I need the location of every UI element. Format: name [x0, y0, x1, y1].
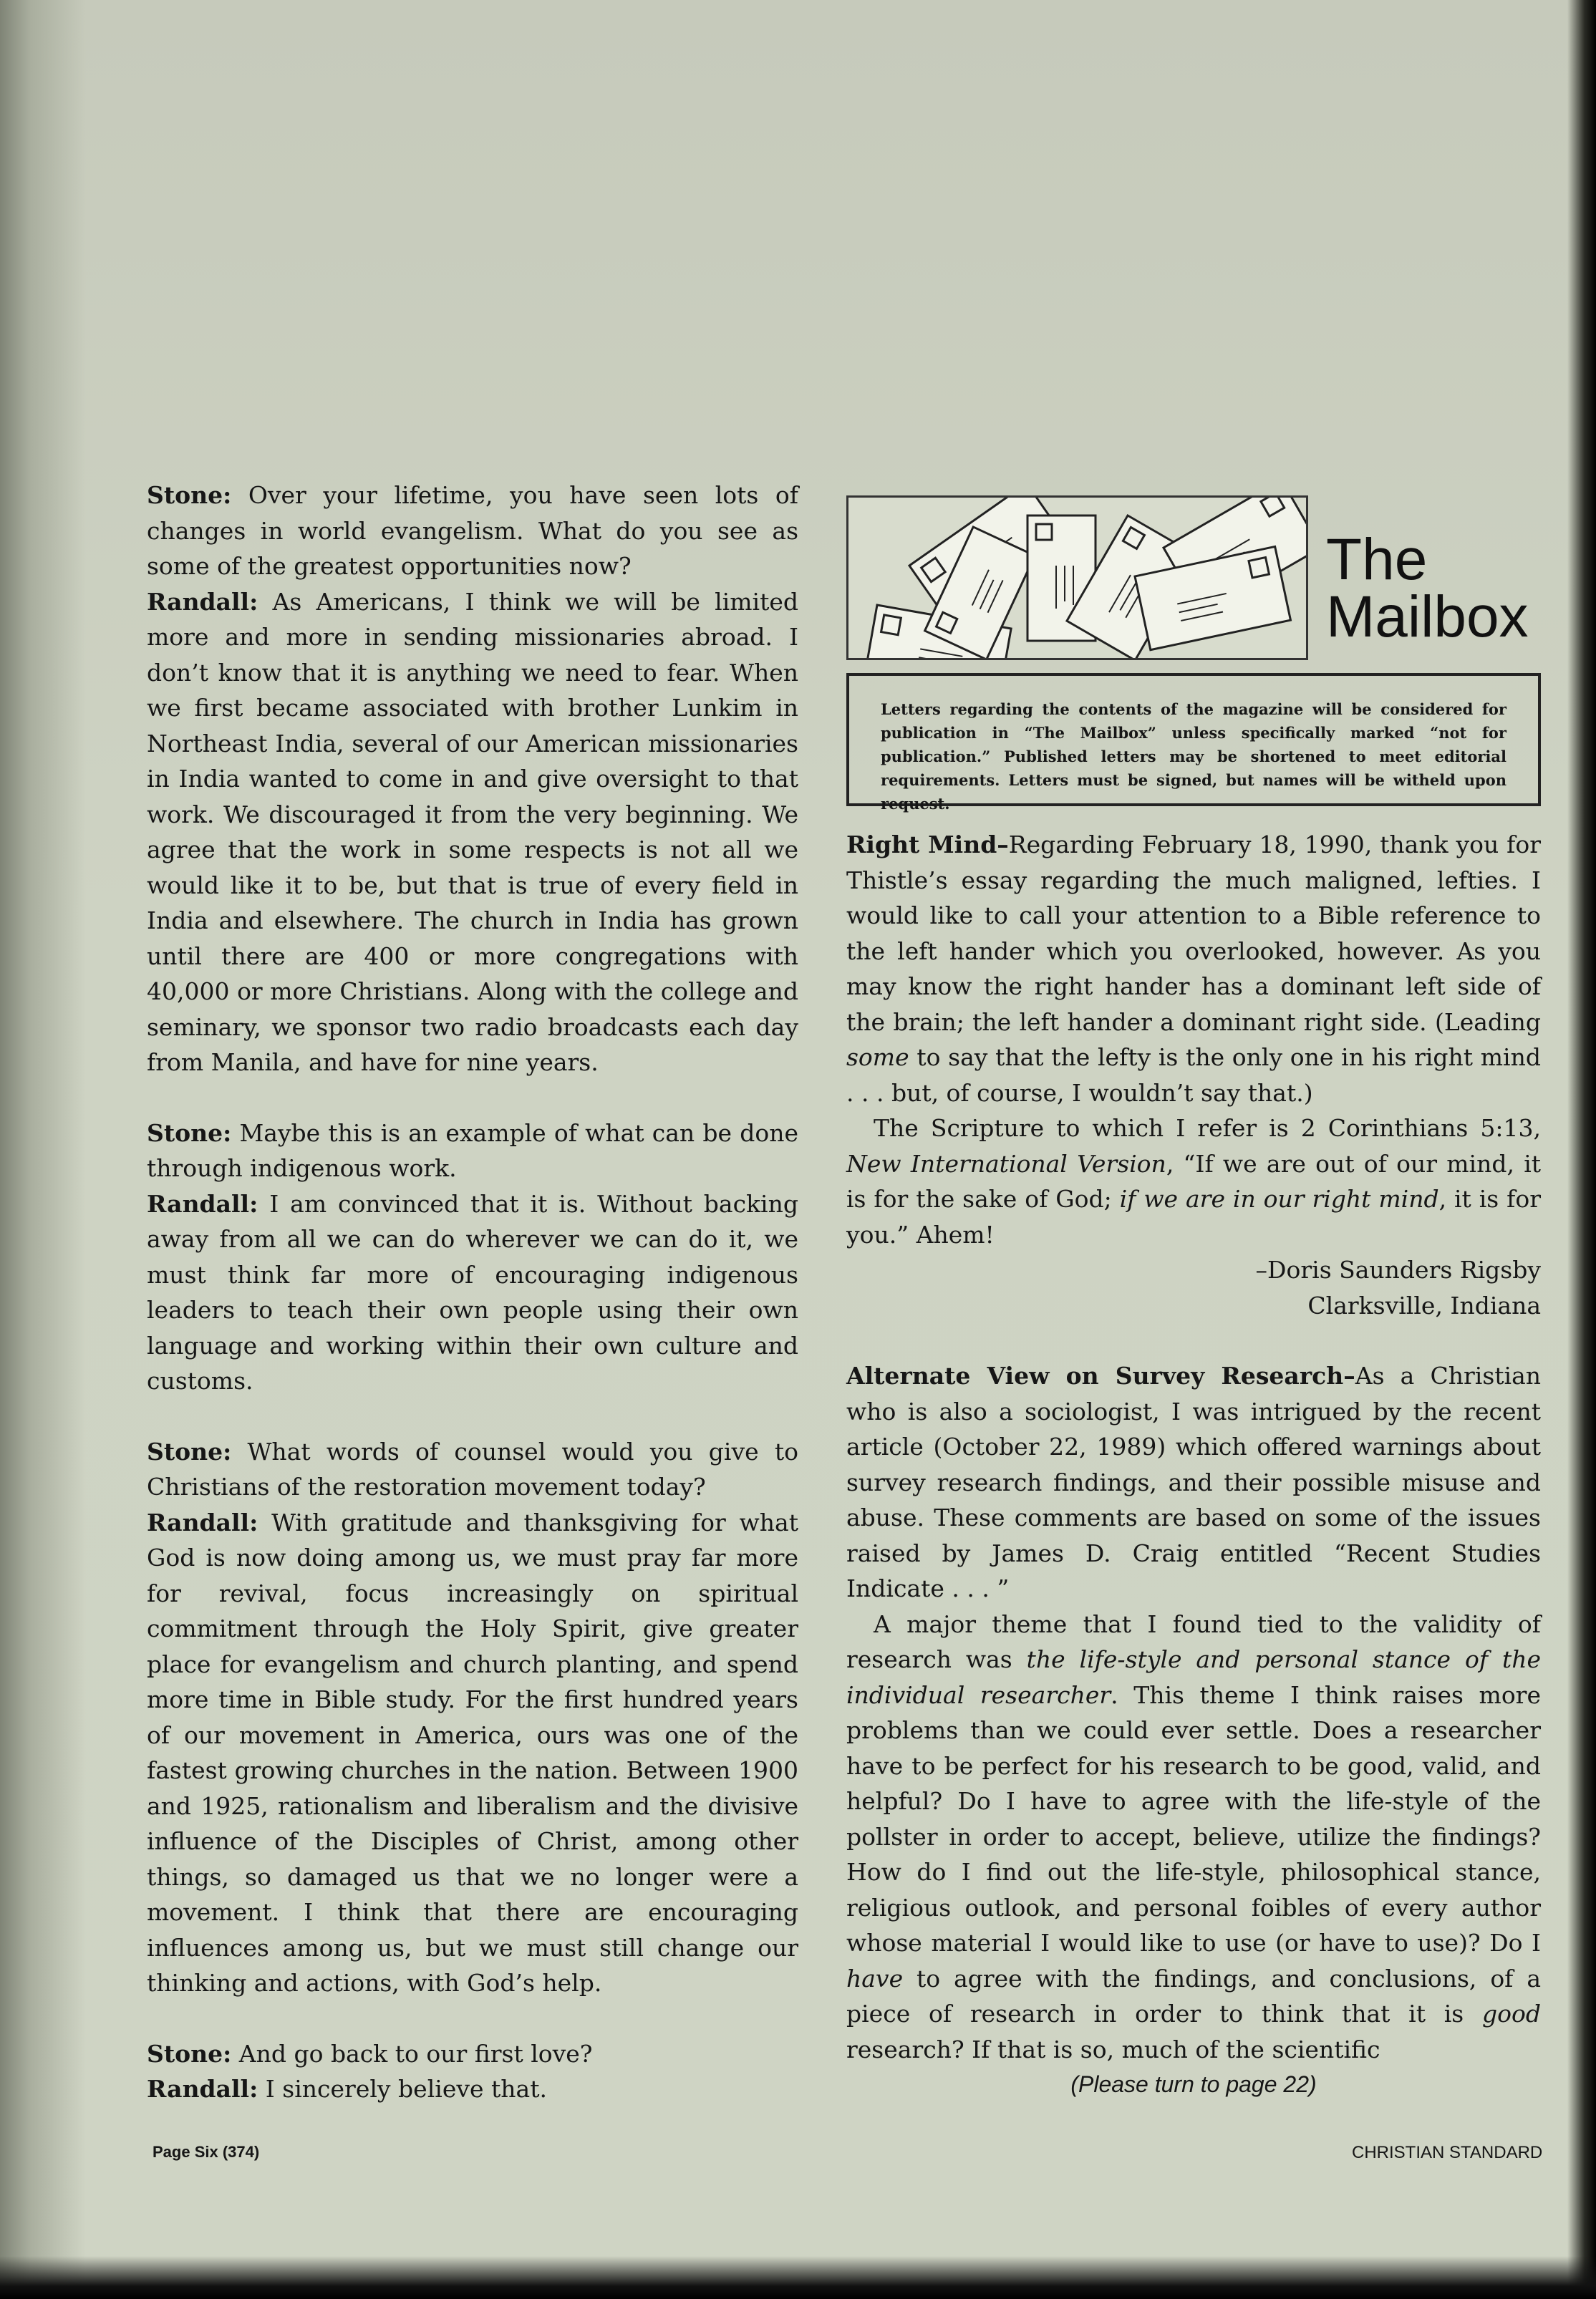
letter-text: , it is for you.” Ahem! [846, 1185, 1541, 1249]
letter-title: Alternate View on Survey Research– [846, 1362, 1355, 1390]
page-bottom-shadow [0, 2256, 1596, 2299]
letter-emphasis: have [846, 1964, 904, 1993]
letter-text: , “If we are out of our mind, it is for the sake of God; [846, 1149, 1542, 1213]
page-edge-shadow [1567, 0, 1596, 2299]
letter-location: Clarksville, Indiana [1307, 1291, 1541, 1320]
mailbox-notice: Letters regarding the contents of the magazine will be considered for publication in “The Mailbox” unless specifically marked “not for publication.” Published letters may be shortened to meet editorial requirements. Letters must be signed, but names will be witheld upon request. [846, 673, 1541, 806]
speaker-label: Randall: [147, 2075, 258, 2103]
letter-text: A major theme that I found tied to the validity of research was [846, 1610, 1541, 1673]
envelopes-fan-icon [846, 495, 1308, 660]
interview-exchange [147, 478, 798, 584]
interview-exchange [147, 2036, 798, 2072]
interview-column [147, 478, 798, 2107]
interview-exchange [147, 1505, 798, 2001]
letter-text: to say that the lefty is the only one in his right mind . . . but, of course, I wouldn’t say that.) [846, 1043, 1541, 1107]
page-number: Page Six (374) [153, 2143, 260, 2161]
letter-text: The Scripture to which I refer is 2 Corinthians 5:13, [874, 1114, 1541, 1142]
letter-text: . This theme I think raises more problems than we could ever settle. Does a researcher have to be perfect for his research to be good, valid, and helpful? Do I have to agree with the life-style of the pollster in order to accept, believe, utilize the findings? How do I find out the life-style, philosophical stance, religious outlook, and personal foibles of every author whose material I would like to use (or have to use)? Do I [846, 1680, 1541, 1957]
mailbox-title [1326, 527, 1529, 649]
interview-exchange [147, 1186, 798, 1399]
magazine-name: CHRISTIAN STANDARD [1352, 2143, 1543, 2162]
letter-text: Regarding February 18, 1990, thank you for Thistle’s essay regarding the much maligned, lefties. I would like to call your attention to a Bible reference to the left hander which you overlooked, however. As you may know the right hander has a dominant left side of the brain; the left hander a dominant right side. (Leading [846, 831, 1541, 1036]
letter-title: Right Mind– [846, 831, 1009, 858]
letter-emphasis: if we are in our right mind [1119, 1185, 1439, 1213]
continued-note: (Please turn to page 22) [1070, 2071, 1317, 2097]
question-text: Over your lifetime, you have seen lots of changes in world evangelism. What do you see as some of the greatest opportunities now? [147, 481, 798, 580]
interview-exchange [147, 584, 798, 1080]
letter-right-mind [846, 827, 1541, 1110]
speaker-label: Stone: [147, 2039, 232, 2068]
answer-text: As Americans, I think we will be limited more and more in sending missionaries abroad. I don’t know that it is anything we need to fear. When we first became associated with brother Lunkim in Northeast India, several of our American missionaries in India wanted to come in and give oversight to that work. We discouraged it from the very beginning. We agree that the work in some respects is not all we would like it to be, but that is true of every field in India and elsewhere. The church in India has grown until there are 400 or more congregations with 40,000 or more Christians. Along with the college and seminary, we sponsor two radio broadcasts each day from Manila, and have for nine years. [147, 587, 798, 1076]
speaker-label: Stone: [147, 1118, 232, 1147]
letter-text: research? If that is so, much of the scientific [846, 2035, 1380, 2063]
speaker-label: Randall: [147, 587, 258, 616]
letter-text: to agree with the findings, and conclusions, of a piece of research in order to think that it is [846, 1964, 1541, 2028]
answer-text: I am convinced that it is. Without backing away from all we can do wherever we can do it, we must think far more of encouraging indigenous leaders to teach their own people using their own language and working within their own culture and customs. [147, 1189, 798, 1395]
mailbox-title-line: Mailbox [1326, 584, 1529, 649]
mailbox-header [846, 495, 1541, 660]
letter-paragraph [846, 1110, 1541, 1252]
mailbox-title-line: The [1326, 527, 1428, 592]
letter-emphasis: the life-style and personal stance of the individual researcher [846, 1645, 1541, 1709]
interview-exchange [147, 1115, 798, 1186]
answer-text: With gratitude and thanksgiving for what God is now doing among us, we must pray far more for revival, focus increasingly on spiritual commitment through the Holy Spirit, give greater place for evangelism and church planting, and spend more time in Bible study. For the first hundred years of our movement in America, ours was one of the fastest growing churches in the nation. Between 1900 and 1925, rationalism and liberalism and the divisive influence of the Disciples of Christ, among other things, so damaged us that we no longer were a movement. I think that there are encouraging influences among us, but we must still change our thinking and actions, with God’s help. [147, 1508, 798, 1997]
letter-signature: –Doris Saunders Rigsby [1255, 1256, 1541, 1284]
page-gutter-shadow [0, 0, 86, 2299]
letter-text: As a Christian who is also a sociologist, I was intrigued by the recent article (October 22, 1989) which offered warnings about survey research findings, and their possible misuse and abuse. These comments are based on some of the issues raised by James D. Craig entitled “Recent Studies Indicate . . . ” [846, 1362, 1541, 1602]
speaker-label: Randall: [147, 1189, 258, 1218]
letter-paragraph [846, 1607, 1541, 2068]
question-text: And go back to our first love? [238, 2039, 593, 2068]
speaker-label: Randall: [147, 1508, 258, 1536]
speaker-label: Stone: [147, 1437, 232, 1466]
answer-text: I sincerely believe that. [265, 2075, 547, 2103]
letter-emphasis: New International Version [846, 1149, 1166, 1178]
question-text: What words of counsel would you give to Christians of the restoration movement today? [147, 1437, 798, 1501]
speaker-label: Stone: [147, 481, 232, 509]
interview-exchange [147, 1434, 798, 1505]
letter-emphasis: some [846, 1043, 909, 1071]
letter-emphasis: good [1482, 2000, 1541, 2028]
letter-survey-research [846, 1358, 1541, 1607]
question-text: Maybe this is an example of what can be done through indigenous work. [147, 1118, 798, 1182]
interview-exchange [147, 2071, 798, 2107]
letters-column [846, 827, 1541, 2103]
